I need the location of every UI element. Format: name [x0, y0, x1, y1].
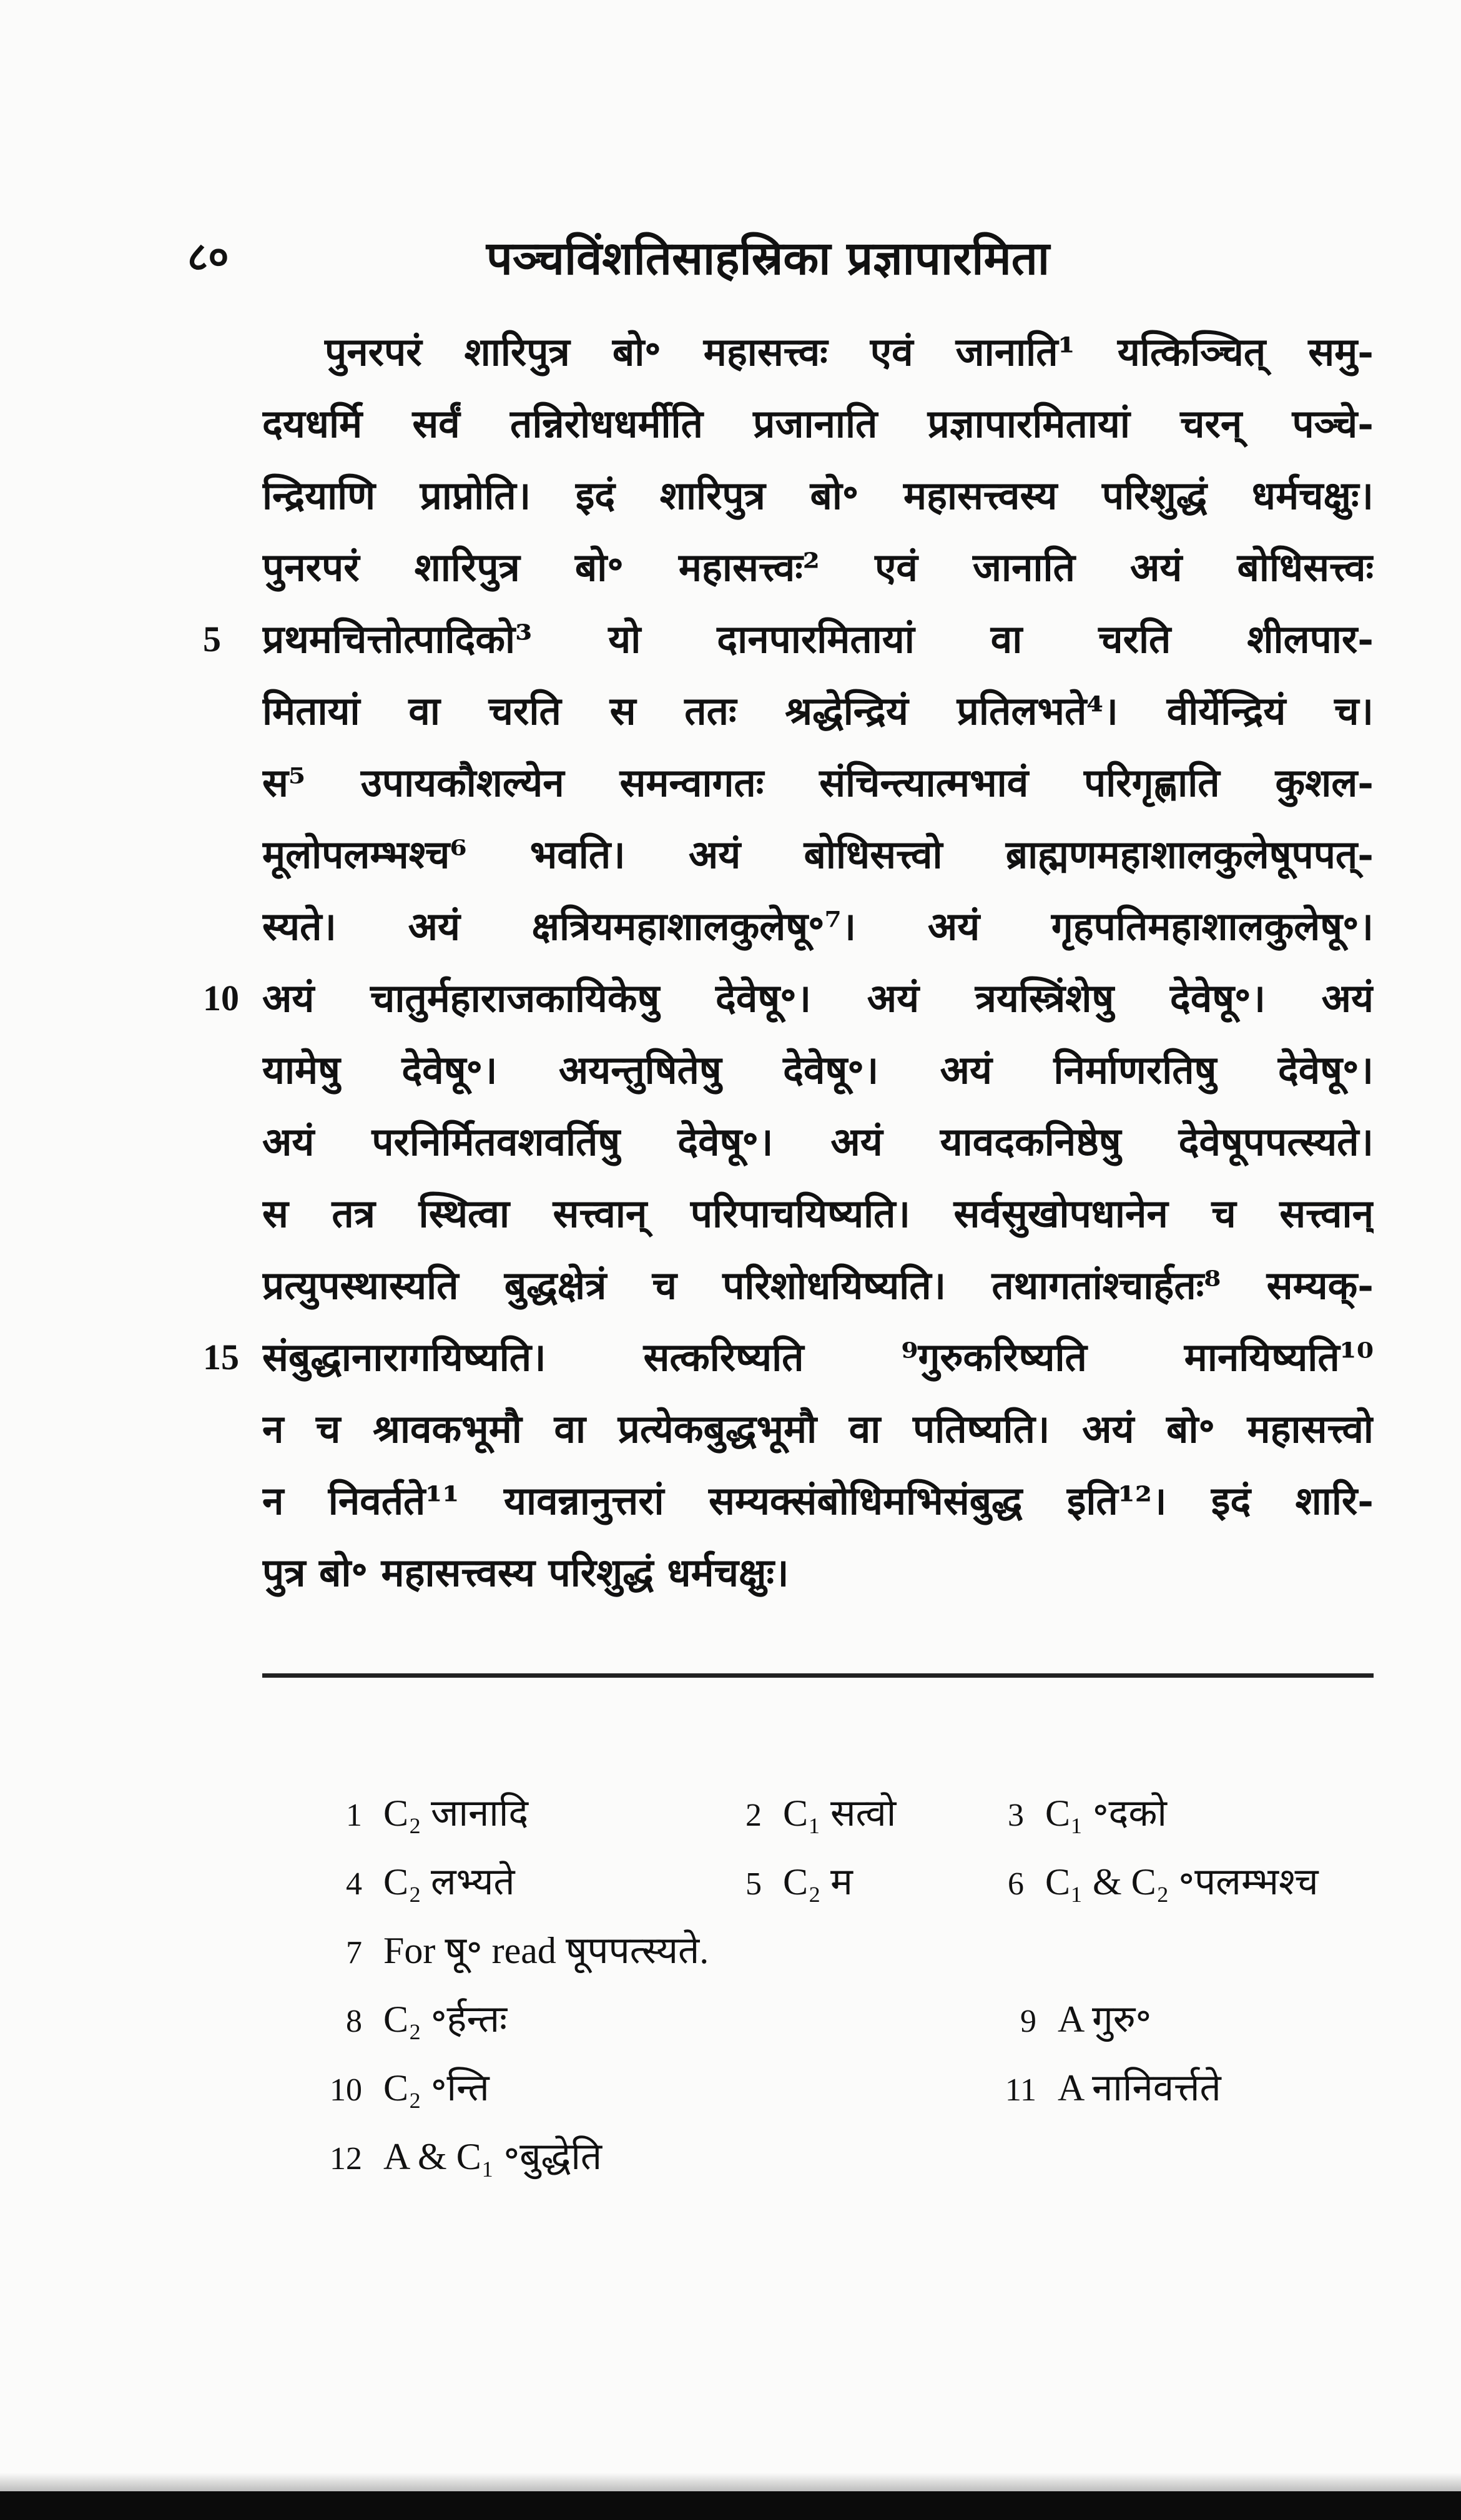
text-line: दयधर्मि सर्वं तन्निरोधधर्मीति प्रजानाति प्रज्ञापारमितायां चरन् पञ्चे-	[262, 401, 1374, 446]
running-title: पञ्चविंशतिसाहस्रिका प्रज्ञापारमिता	[486, 232, 1050, 285]
text-line: न निवर्तते¹¹ यावन्नानुत्तरां सम्यक्संबोधिमभिसंबुद्ध इति¹²। इदं शारि-	[262, 1478, 1374, 1523]
line-number-15: 15	[203, 1337, 239, 1377]
footnote	[312, 1923, 709, 1974]
footnote-number: 4	[346, 1866, 362, 1902]
footnote-number: 11	[1005, 2072, 1036, 2108]
footnote	[974, 1854, 1319, 1906]
scan-bottom-edge	[0, 2491, 1461, 2520]
text-line: प्रथमचित्तोत्पादिको³ यो दानपारमितायां वा चरति शीलपार-	[262, 616, 1374, 662]
footnote-text: For षू॰ read षूपपत्स्यते.	[383, 1930, 709, 1971]
footnote-text: C₂ ॰न्ति	[383, 2067, 489, 2109]
text-line: न च श्रावकभूमौ वा प्रत्येकबुद्धभूमौ वा पतिष्यति। अयं बो॰ महासत्त्वो	[262, 1406, 1374, 1452]
text-line: मितायां वा चरति स ततः श्रद्धेन्द्रियं प्रतिलभते⁴। वीर्येन्द्रियं च।	[262, 688, 1374, 734]
text-line: अयं चातुर्महाराजकायिकेषु देवेषू॰। अयं त्रयस्त्रिंशेषु देवेषू॰। अयं	[262, 975, 1374, 1021]
footnote-number: 6	[1008, 1866, 1024, 1902]
footnote-text: A गुरु॰	[1058, 1999, 1152, 2040]
text-line: प्रत्युपस्थास्यति बुद्धक्षेत्रं च परिशोधयिष्यति। तथागतांश्चार्हतः⁸ सम्यक्-	[262, 1262, 1374, 1308]
footnote-number: 7	[346, 1935, 362, 1971]
footnote-number: 3	[1008, 1798, 1024, 1833]
footnote	[712, 1786, 896, 1837]
footnote	[986, 2060, 1221, 2112]
footnote	[986, 1992, 1151, 2043]
footnote-text: C₁ सत्वो	[783, 1793, 897, 1834]
text-line: न्द्रियाणि प्राप्नोति। इदं शारिपुत्र बो॰ महासत्त्वस्य परिशुद्धं धर्मचक्षुः।	[262, 473, 1374, 518]
footnote-text: A & C₁ ॰बुद्धेति	[383, 2136, 603, 2177]
footnote-text: A नानिवर्त्तते	[1058, 2067, 1221, 2109]
text-line: पुनरपरं शारिपुत्र बो॰ महासत्त्वः एवं जानाति¹ यत्किञ्चित् समु-	[325, 329, 1374, 375]
text-line: स⁵ उपायकौशल्येन समन्वागतः संचिन्त्यात्मभावं परिगृह्णाति कुशल-	[262, 760, 1374, 805]
page-number: ८०	[187, 234, 229, 280]
footnote	[312, 1854, 515, 1906]
footnote-text: C₂ ॰र्हन्तः	[383, 1999, 508, 2040]
line-number-10: 10	[203, 978, 239, 1018]
footnote	[312, 2060, 489, 2112]
footnote-number: 2	[745, 1798, 762, 1833]
footnote-number: 5	[745, 1866, 762, 1902]
footnote	[712, 1854, 853, 1906]
footnote-text: C₁ & C₂ ॰पलम्भश्च	[1045, 1861, 1319, 1902]
text-line: संबुद्धानारागयिष्यति। सत्करिष्यति ⁹गुरुकरिष्यति मानयिष्यति¹⁰	[262, 1334, 1374, 1380]
footnote-number: 9	[1020, 2004, 1036, 2039]
footnote-text: C₂ लभ्यते	[383, 1861, 515, 1902]
line-number-5: 5	[203, 619, 221, 659]
text-line: स्यते। अयं क्षत्रियमहाशालकुलेषू॰⁷। अयं गृहपतिमहाशालकुलेषू॰।	[262, 903, 1374, 949]
footnote-number: 10	[330, 2072, 362, 2108]
text-line: स तत्र स्थित्वा सत्त्वान् परिपाचयिष्यति। सर्वसुखोपधानेन च सत्त्वान्	[262, 1191, 1374, 1236]
footnote-text: C₂ म	[783, 1861, 853, 1902]
text-line: पुनरपरं शारिपुत्र बो॰ महासत्त्वः² एवं जानाति अयं बोधिसत्त्वः	[262, 544, 1374, 590]
scan-edge-shadow	[0, 2473, 1461, 2491]
footnote-text: C₂ जानादि	[383, 1793, 529, 1834]
footnote-number: 8	[346, 2004, 362, 2039]
footnote-divider	[262, 1673, 1374, 1678]
footnote	[974, 1786, 1167, 1837]
text-line: पुत्र बो॰ महासत्त्वस्य परिशुद्धं धर्मचक्षुः।	[262, 1550, 789, 1595]
footnote	[312, 1992, 507, 2043]
footnote-number: 12	[330, 2141, 362, 2177]
text-line: यामेषु देवेषू॰। अयन्तुषितेषु देवेषू॰। अयं निर्माणरतिषु देवेषू॰।	[262, 1047, 1374, 1093]
footnote-text: C₁ ॰दको	[1045, 1793, 1167, 1834]
text-line: मूलोपलम्भश्च⁶ भवति। अयं बोधिसत्त्वो ब्राह्मणमहाशालकुलेषूपपत्-	[262, 832, 1374, 877]
footnote	[312, 2129, 602, 2180]
text-line: अयं परनिर्मितवशवर्तिषु देवेषू॰। अयं यावदकनिष्ठेषु देवेषूपपत्स्यते।	[262, 1119, 1374, 1164]
footnote-number: 1	[346, 1798, 362, 1833]
footnote	[312, 1786, 528, 1837]
